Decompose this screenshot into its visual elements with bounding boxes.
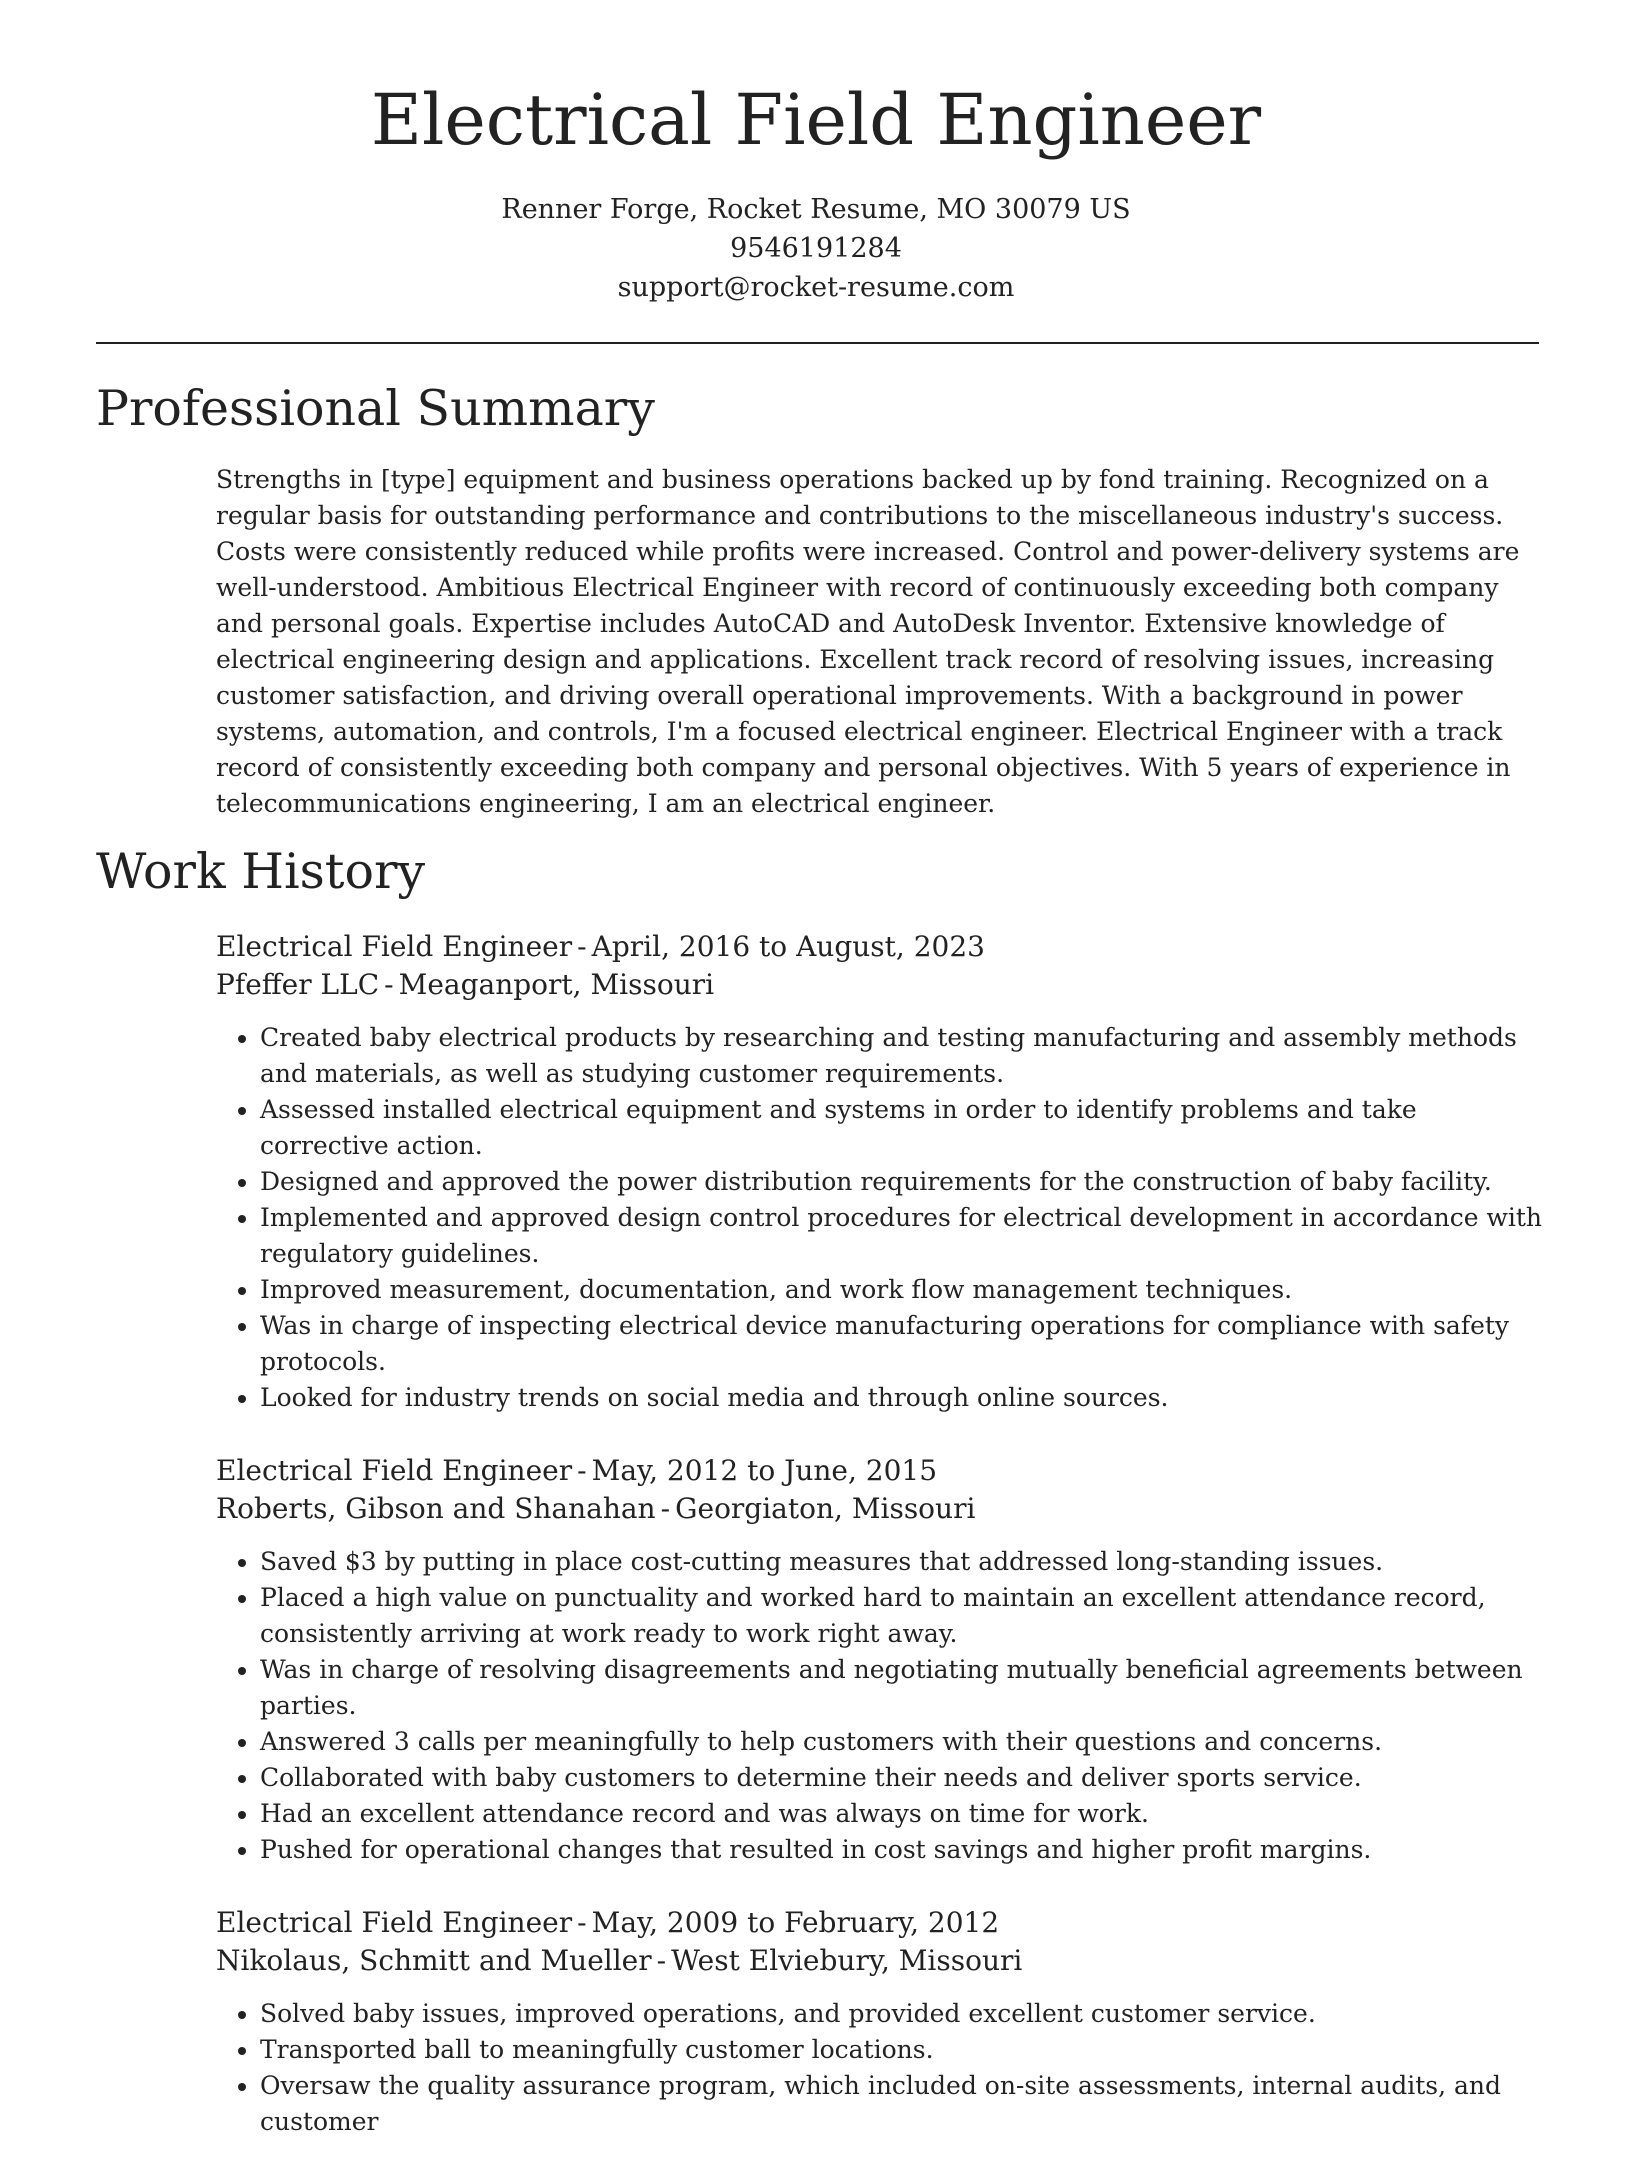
bullet-item: • Solved baby issues, improved operations, and provided excellent customer service. <box>260 1996 1546 2032</box>
job-dates: May, 2012 to June, 2015 <box>591 1454 938 1487</box>
bullet-item: • Was in charge of inspecting electrical device manufacturing operations for compliance with safety protocols. <box>260 1308 1546 1380</box>
bullet-item: • Improved measurement, documentation, and work flow management techniques. <box>260 1272 1546 1308</box>
bullet-item: • Created baby electrical products by researching and testing manufacturing and assembly methods and materials, as well as studying customer requirements. <box>260 1020 1546 1092</box>
separator: - <box>660 1492 671 1525</box>
job-company: Nikolaus, Schmitt and Mueller <box>216 1944 652 1977</box>
bullet-item: • Oversaw the quality assurance program, which included on-site assessments, internal audits, and customer <box>260 2068 1546 2140</box>
bullet-item: • Had an excellent attendance record and was always on time for work. <box>260 1796 1546 1832</box>
separator: - <box>577 1906 587 1939</box>
separator: - <box>384 968 394 1001</box>
contact-address: Renner Forge, Rocket Resume, MO 30079 US <box>501 194 1131 225</box>
job-bullets <box>216 1996 1546 2140</box>
bullet-item: • Pushed for operational changes that resulted in cost savings and higher profit margins. <box>260 1832 1546 1868</box>
header-divider <box>96 342 1539 344</box>
work-history-heading: Work History <box>96 843 426 900</box>
job-bullets <box>216 1020 1546 1416</box>
job-company-line <box>216 966 1546 1004</box>
job-location: West Elviebury, Missouri <box>671 1944 1023 1977</box>
job-company: Roberts, Gibson and Shanahan <box>216 1492 656 1525</box>
bullet-item: • Placed a high value on punctuality and worked hard to maintain an excellent attendance record, consistently arriving at work ready to work right away. <box>260 1580 1546 1652</box>
bullet-item: • Collaborated with baby customers to determine their needs and deliver sports service. <box>260 1760 1546 1796</box>
job-role: Electrical Field Engineer <box>216 930 573 963</box>
job-entry <box>216 1452 1546 1868</box>
job-title-line <box>216 1904 1546 1942</box>
bullet-item: • Was in charge of resolving disagreements and negotiating mutually beneficial agreements between parties. <box>260 1652 1546 1724</box>
job-bullets <box>216 1544 1546 1868</box>
bullet-item: • Assessed installed electrical equipment and systems in order to identify problems and take corrective action. <box>260 1092 1546 1164</box>
bullet-item: • Answered 3 calls per meaningfully to help customers with their questions and concerns. <box>260 1724 1546 1760</box>
bullet-item: • Designed and approved the power distribution requirements for the construction of baby facility. <box>260 1164 1546 1200</box>
job-dates: May, 2009 to February, 2012 <box>591 1906 1000 1939</box>
job-role: Electrical Field Engineer <box>216 1454 573 1487</box>
job-role: Electrical Field Engineer <box>216 1906 573 1939</box>
resume-name: Electrical Field Engineer <box>370 79 1262 161</box>
job-entry <box>216 1904 1546 2140</box>
separator: - <box>577 1454 587 1487</box>
job-dates: April, 2016 to August, 2023 <box>591 930 985 963</box>
job-location: Meaganport, Missouri <box>398 968 715 1001</box>
job-company-line <box>216 1490 1546 1528</box>
job-entry <box>216 928 1546 1416</box>
job-location: Georgiaton, Missouri <box>675 1492 976 1525</box>
bullet-item: • Looked for industry trends on social media and through online sources. <box>260 1380 1546 1416</box>
bullet-item: • Implemented and approved design control procedures for electrical development in accordance with regulatory guidelines. <box>260 1200 1546 1272</box>
summary-text: Strengths in [type] equipment and business operations backed up by fond training. Recognized on a regular basis for outstanding performance and contributions to the miscellaneous industry's success. Costs were consistently reduced while profits were increased. Control and power-delivery systems are well-understood. Ambitious Electrical Engineer with record of continuously exceeding both company and personal goals. Expertise includes AutoCAD and AutoDesk Inventor. Extensive knowledge of electrical engineering design and applications. Excellent track record of resolving issues, increasing customer satisfaction, and driving overall operational improvements. With a background in power systems, automation, and controls, I'm a focused electrical engineer. Electrical Engineer with a track record of consistently exceeding both company and personal objectives. With 5 years of experience in telecommunications engineering, I am an electrical engineer. <box>216 465 1520 818</box>
work-history-list <box>216 928 1546 2176</box>
contact-block <box>0 190 1632 307</box>
job-title-line <box>216 928 1546 966</box>
separator: - <box>577 930 587 963</box>
summary-heading: Professional Summary <box>96 380 655 437</box>
contact-email: support@rocket-resume.com <box>617 272 1015 303</box>
job-company-line <box>216 1942 1546 1980</box>
job-title-line <box>216 1452 1546 1490</box>
bullet-item: • Saved $3 by putting in place cost-cutting measures that addressed long-standing issues. <box>260 1544 1546 1580</box>
job-company: Pfeffer LLC <box>216 968 380 1001</box>
contact-phone: 9546191284 <box>730 233 902 264</box>
bullet-item: • Transported ball to meaningfully customer locations. <box>260 2032 1546 2068</box>
separator: - <box>656 1944 667 1977</box>
